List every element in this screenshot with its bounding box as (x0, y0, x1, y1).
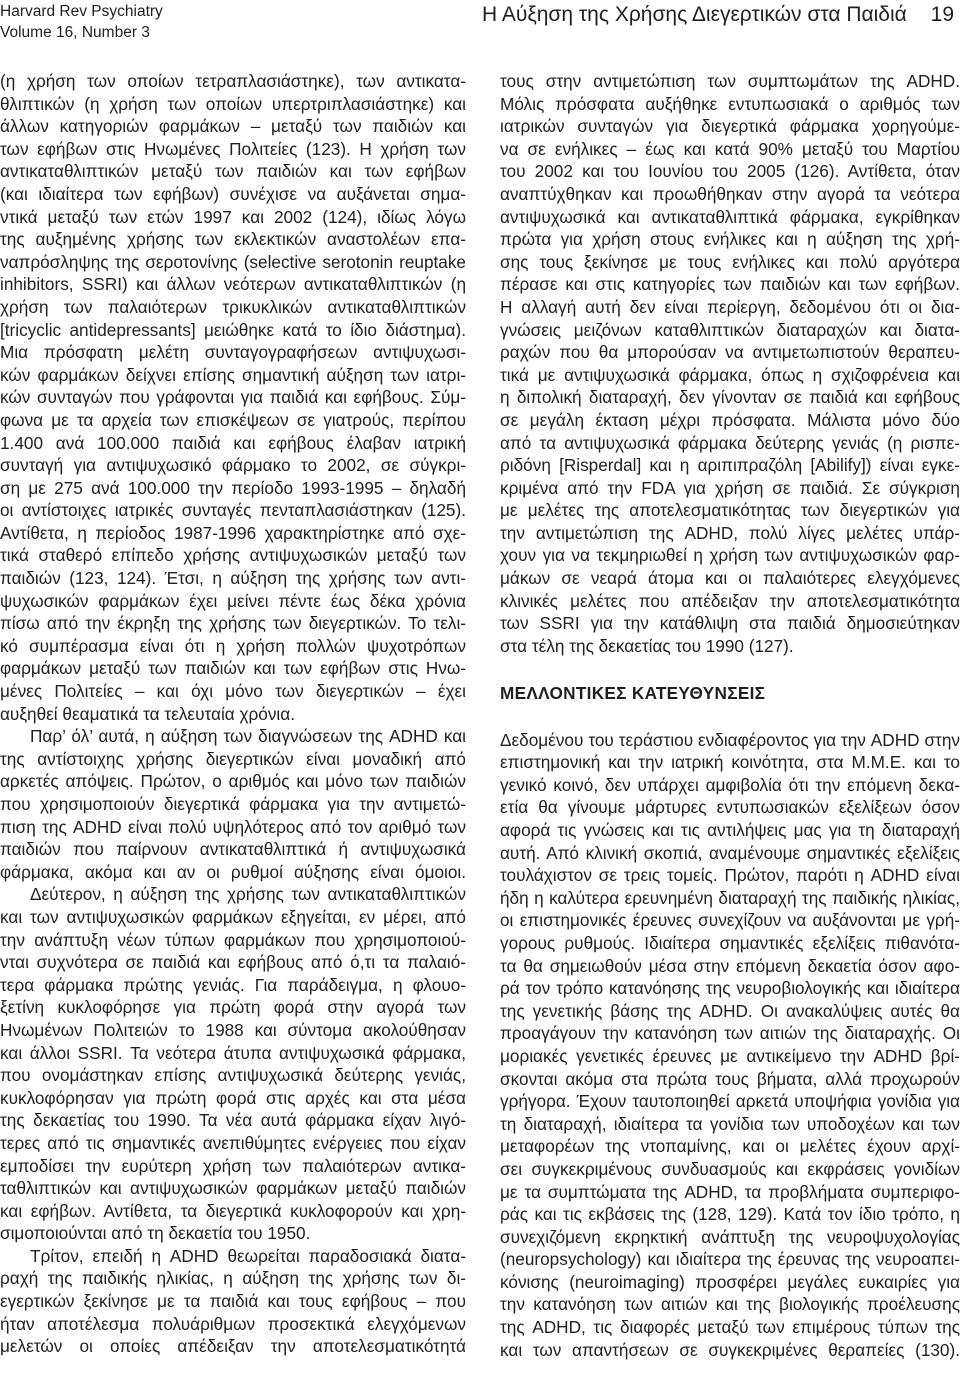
text-line: (neuropsychology) και ιδιαίτερα της έρευνας της νευροαπει- (500, 1249, 960, 1270)
text-line: σε μεγάλη έκταση μέχρι πρόσφατα. Μάλιστα μόνο δύο (500, 409, 960, 430)
text-line: τικά με αντιψυχωσικά φάρμακα, όπως η σχιζοφρένεια και (500, 364, 960, 385)
text-line: κριμένα από την FDA για χρήση σε παιδιά. Σε σύγκριση (500, 477, 960, 498)
text-line: νται συχνότερα σε παιδιά και εφήβους από ό,τι τα παλαιό- (0, 952, 466, 973)
text-line: που χρησιμοποιούν διεγερτικά φάρμακα για την αντιμετώ- (0, 794, 466, 814)
left-column (0, 70, 466, 1358)
text-line: και των απαντήσεων σε συγκεκριμένες θεραπείες (130). (500, 1339, 960, 1360)
journal-name: Harvard Rev Psychiatry (0, 3, 163, 20)
text-line: γορους ρυθμούς. Ιδιαίτερα σημαντικές εξελίξεις πιθανότα- (500, 932, 960, 953)
text-line: τικά σταθερό επίπεδο χρήσης αντιψυχωσικών μεταξύ των (0, 545, 466, 566)
text-line: κυκλοφόρησαν για πρώτη φορά στις αρχές και στα μέσα (0, 1087, 466, 1108)
text-line: [tricyclic antidepressants] μειώθηκε κατά το ίδιο διάστημα). (0, 319, 466, 340)
text-line: από τα αντιψυχωσικά φάρμακα δεύτερης γενιάς (η ρισπε- (500, 432, 960, 453)
section-heading: ΜΕΛΛΟΝΤΙΚΕΣ ΚΑΤΕΥΘΥΝΣΕΙΣ (500, 683, 766, 704)
text-line: την αντιμετώπιση της ADHD, πολύ λίγες μελέτες υπάρ- (500, 522, 960, 543)
text-line: ξετίνη κυκλοφόρησε για πρώτη φορά στην αγορά των (0, 997, 466, 1018)
text-line: ραχών που θα μπορούσαν να αντιμετωπιστούν θεραπευ- (500, 342, 960, 363)
right-column (500, 70, 960, 1361)
text-line: (και ιδιαίτερα των εφήβων) συνέχισε να αυξάνεται σημα- (0, 183, 466, 204)
text-line: κό συμπέρασμα είναι ότι η χρήση πολλών ψυχοτρόπων (0, 635, 466, 656)
text-line: εγερτικών ξεκίνησε με τα παιδιά και τους εφήβους – που (0, 1291, 466, 1312)
text-line: να σε ενήλικες – έως και κατά 90% μεταξύ του Μαρτίου (500, 138, 960, 159)
text-line: και των αντιψυχωσικών φαρμάκων εξηγείται, εν μέρει, από (0, 906, 466, 927)
text-line: αναπτύχθηκαν και προωθήθηκαν στην αγορά τα νεότερα (500, 183, 960, 204)
text-line: Παρ’ όλ’ αυτά, η αύξηση των διαγνώσεων της ADHD και (30, 726, 466, 747)
text-line: σκονται ακόμα στα πρώτα τους βήματα, αλλά προχωρούν (500, 1068, 960, 1089)
right-column-body (500, 70, 960, 657)
text-line: της δεκαετίας του 1990. Τα νέα αυτά φάρμακα είχαν λιγό- (0, 1110, 466, 1131)
text-line: ιατρικών συνταγών για διεγερτικά φάρμακα χορηγούμε- (500, 116, 960, 137)
text-line: και άλλοι SSRI. Τα νεότερα άτυπα αντιψυχωσικά φάρμακα, (0, 1042, 466, 1063)
text-line: 1.400 ανά 100.000 παιδιά και εφήβους έλαβαν ιατρική (0, 432, 466, 453)
text-line: συνεχιζόμενη εκρηκτική ανάπτυξη της νευροψυχολογίας (500, 1226, 960, 1247)
text-line: τη διαταραχή, ιδιαίτερα τα γονίδια των υποδοχέων και των (500, 1113, 960, 1134)
section-spacer (500, 706, 960, 729)
text-line: (η χρήση των οποίων τετραπλασιάστηκε), των αντικατα- (0, 71, 466, 91)
text-line: μελετών οι οποίες απέδειξαν την αποτελεσματικότητά (0, 1336, 466, 1357)
text-line: αφορά τις γνώσεις και τις αντιλήψεις μας για τη διαταραχή (500, 820, 960, 840)
text-line: των SSRI για την κατάθλιψη στα παιδιά δημοσιεύτηκαν (500, 613, 960, 634)
text-line: γενικό κοινό, δεν υπάρχει αμφιβολία ότι την επόμενη δεκα- (500, 774, 960, 795)
text-line: γρήγορα. Έχουν ταυτοποιηθεί αρκετά υποψήφια γονίδια για (500, 1091, 960, 1112)
text-line: τα θα σημειωθούν μέσα στην επόμενη δεκαετία όσον αφο- (500, 955, 960, 976)
text-line: εμποδίσει την ευρύτερη χρήση των παλαιότερων αντικα- (0, 1155, 466, 1176)
text-line: σιμοποιούνται από τη δεκαετία του 1950. (0, 1223, 311, 1244)
text-line: η διπολική διαταραχή, δεν γίνονταν σε παιδιά και εφήβους (500, 387, 960, 408)
text-line: της γενετικής βάσης της ADHD. Οι ανακαλύψεις αυτές θα (500, 1000, 960, 1021)
text-line: τερες από τις σημαντικές ανεπιθύμητες ενέργειες που είχαν (0, 1132, 466, 1153)
text-line: κόνισης (neuroimaging) προσφέρει μεγάλες ευκαιρίες για (500, 1271, 960, 1292)
text-line: πίσω από την έκρηξη της χρήσης των διεγερτικών. Το τελι- (0, 613, 466, 634)
text-line: Ηνωμένων Πολιτειών το 1988 και σύντομα ακολούθησαν (0, 1019, 466, 1040)
text-line: φαρμάκων μεταξύ των παιδιών και των εφήβων στις Ηνω- (0, 658, 466, 679)
section-spacer (500, 657, 960, 680)
text-line: Μόλις πρόσφατα αυξήθηκε εντυπωσιακά ο αριθμός των (500, 93, 960, 114)
text-line: γνώσεις μειζόνων καταθλιπτικών διαταραχών και διατα- (500, 319, 960, 340)
text-line: Τρίτον, επειδή η ADHD θεωρείται παραδοσιακά διατα- (30, 1245, 466, 1266)
text-line: πέρασε και στις κατηγορίες των παιδιών και των εφήβων. (500, 274, 960, 295)
text-line: χουν για να τεκμηριωθεί η χρήση των αντιψυχωσικών φαρ- (500, 545, 960, 566)
running-title: Η Αύξηση της Χρήσης Διεγερτικών στα Παιδιά (482, 3, 907, 26)
text-line: χρήση των παλαιότερων τρικυκλικών αντικαταθλιπτικών (0, 296, 466, 317)
text-line: οι αντίστοιχες ιατρικές συνταγές πενταπλασιάστηκαν (125). (0, 500, 466, 521)
journal-volume: Volume 16, Number 3 (0, 24, 150, 41)
text-line: της αυξημένης χρήσης των εκλεκτικών αναστολέων επα- (0, 229, 466, 250)
page-number: 19 (930, 3, 954, 26)
text-line: μάκων σε νεαρά άτομα και οι παλαιότερες ελεγχόμενες (500, 568, 960, 589)
text-line: ραχή της παιδικής ηλικίας, η αύξηση της χρήσης των δι- (0, 1268, 466, 1289)
text-line: με τα συμπτώματα της ADHD, τα προβλήματα συμπεριφο- (500, 1181, 960, 1202)
text-line: ρά τον τρόπο κατανόησης της νευροβιολογικής και ιδιαίτερα (500, 978, 960, 999)
text-line: αυτή. Από κλινική σκοπιά, αναμένουμε σημαντικές εξελίξεις (500, 842, 960, 863)
text-line: ναπρόσληψης της σεροτονίνης (selective serotonin reuptake (0, 251, 466, 272)
text-line: κλινικές μελέτες που απέδειξαν την αποτελεσματικότητα (500, 590, 960, 611)
text-line: σει συγκεκριμένους συνδυασμούς και εκφράσεις γονιδίων (500, 1158, 960, 1179)
text-line: επιστημονική και την ιατρική κοινότητα, στα Μ.Μ.Ε. και το (500, 752, 960, 773)
text-line: του 2002 και του Ιουνίου του 2005 (126). Αντίθετα, όταν (500, 161, 960, 182)
text-line: θλιπτικών (η χρήση των οποίων υπερτριπλασιάστηκε) και (0, 93, 466, 114)
text-line: ετία θα γίνουμε μάρτυρες εντυπωσιακών εξελίξεων όσον (500, 797, 960, 818)
text-line: που ονομάστηκαν επίσης αντιψυχωσικά δεύτερης γενιάς, (0, 1065, 466, 1086)
text-line: της αντίστοιχης χρήσης διεγερτικών είναι μοναδική από (0, 748, 466, 769)
text-line: αρκετές απόψεις. Πρώτον, ο αριθμός και μόνο των παιδιών (0, 771, 466, 792)
text-line: inhibitors, SSRI) και άλλων νεότερων αντικαταθλιπτικών (η (0, 274, 466, 295)
text-line: ριδόνη [Risperdal] και η αριπιπραζόλη [Abilify]) είναι εγκε- (500, 455, 960, 476)
text-line: αντιψυχωσικά και αντικαταθλιπτικά φάρμακα, εγκρίθηκαν (500, 206, 960, 227)
text-line: παιδιών που παίρνουν αντικαταθλιπτικά ή αντιψυχωσικά (0, 839, 466, 860)
text-line: στα τέλη της δεκαετίας του 1990 (127). (500, 635, 794, 656)
text-line: Δεύτερον, η αύξηση της χρήσης των αντικαταθλιπτικών (30, 884, 466, 905)
text-line: πρώτα για χρήση στους ενήλικες και η αύξηση της χρή- (500, 229, 960, 250)
section-body (500, 729, 960, 1362)
text-line: μεταφορέων της ντοπαμίνης, και οι μελέτες έχουν αρχί- (500, 1136, 960, 1157)
text-line: φάρμακα, ακόμα και αν οι ρυθμοί αύξησης είναι όμοιοι. (0, 861, 466, 882)
text-line: κών φαρμάκων δείχνει επίσης σημαντική αύξηση των ιατρι- (0, 364, 466, 385)
text-line: ταθλιπτικών και αντιψυχωσικών φαρμάκων μεταξύ παιδιών (0, 1178, 466, 1199)
text-line: τερα φάρμακα πρώτης γενιάς. Για παράδειγμα, η φλουο- (0, 974, 466, 995)
text-line: σης τους ξεκίνησε με τους ενήλικες και πολύ αργότερα (500, 251, 960, 272)
text-line: ήδη η καλύτερα ερευνημένη διαταραχή της παιδικής ηλικίας, (500, 887, 960, 908)
text-line: τους στην αντιμετώπιση των συμπτωμάτων της ADHD. (500, 71, 960, 91)
text-line: φωνα με τα αρχεία των επισκέψεων σε γιατρούς, περίπου (0, 409, 466, 430)
text-line: αντικαταθλιπτικών μεταξύ των παιδιών και των εφήβων (0, 161, 466, 182)
text-line: Μια πρόσφατη μελέτη συνταγογραφήσεων αντιψυχωσι- (0, 342, 466, 363)
text-line: πιση της ADHD είναι πολύ υψηλότερος από τον αριθμό των (0, 816, 466, 837)
text-line: συνταγή για αντιψυχωσικό φάρμακο το 2002, σε σύγκρι- (0, 455, 466, 476)
journal-citation (0, 1, 163, 43)
text-line: την ανάπτυξη νέων τύπων φαρμάκων που χρησιμοποιού- (0, 929, 466, 950)
text-line: προαγάγουν την κατανόηση των αιτιών της διαταραχής. Οι (500, 1023, 960, 1044)
text-line: ντικά μεταξύ των ετών 1997 και 2002 (124), ιδίως λόγω (0, 206, 466, 227)
text-line: των εφήβων στις Ηνωμένες Πολιτείες (123). Η χρήση των (0, 138, 466, 159)
text-line: κών συνταγών που γράφονται για παιδιά και εφήβους. Σύμ- (0, 387, 466, 408)
text-line: ήταν αποτέλεσμα πολυάριθμων προσεκτικά ελεγχόμενων (0, 1313, 466, 1334)
text-line: με μελέτες της αποτελεσματικότητας των διεγερτικών για (500, 500, 960, 521)
text-line: ση με 275 ανά 100.000 την περίοδο 1993-1995 – δηλαδή (0, 477, 466, 498)
text-line: τουλάχιστον σε τρεις τομείς. Πρώτον, παρότι η ADHD είναι (500, 865, 960, 886)
text-line: της ADHD, τις διαφορές μεταξύ των επιμέρους τύπων της (500, 1317, 960, 1338)
text-line: ράς και τις εκβάσεις της (128, 129). Κατά τον ίδιο τρόπο, η (500, 1204, 960, 1225)
text-line: και εφήβων. Αντίθετα, τα διεγερτικά κυκλοφορούν και χρη- (0, 1200, 466, 1221)
text-line: ψυχωσικών φαρμάκων έχει μείνει πέντε έως δέκα χρόνια (0, 590, 466, 611)
text-line: άλλων κατηγοριών φαρμάκων – μεταξύ των παιδιών και (0, 116, 466, 137)
text-line: μένες Πολιτείες – και όχι μόνο των διεγερτικών – έχει (0, 681, 466, 702)
text-line: Δεδομένου του τεράστιου ενδιαφέροντος για την ADHD στην (500, 729, 960, 750)
text-line: Αντίθετα, η περίοδος 1987-1996 χαρακτηρίστηκε από σχε- (0, 522, 466, 543)
text-line: παιδιών (123, 124). Έτσι, η αύξηση της χρήσης των αντι- (0, 568, 466, 589)
text-line: μοριακές γενετικές έρευνες με αντικείμενο την ADHD βρί- (500, 1045, 960, 1066)
running-header (0, 0, 960, 46)
text-line: οι επιστημονικές έρευνες συνεχίζουν να αυξάνονται με γρή- (500, 910, 960, 931)
text-line: Η αλλαγή αυτή δεν είναι περίεργη, δεδομένου ότι οι δια- (500, 296, 960, 317)
text-line: αυξηθεί θεαματικά τα τελευταία χρόνια. (0, 703, 295, 724)
text-line: την κατανόηση των αιτιών και της βιολογικής προέλευσης (500, 1294, 960, 1315)
